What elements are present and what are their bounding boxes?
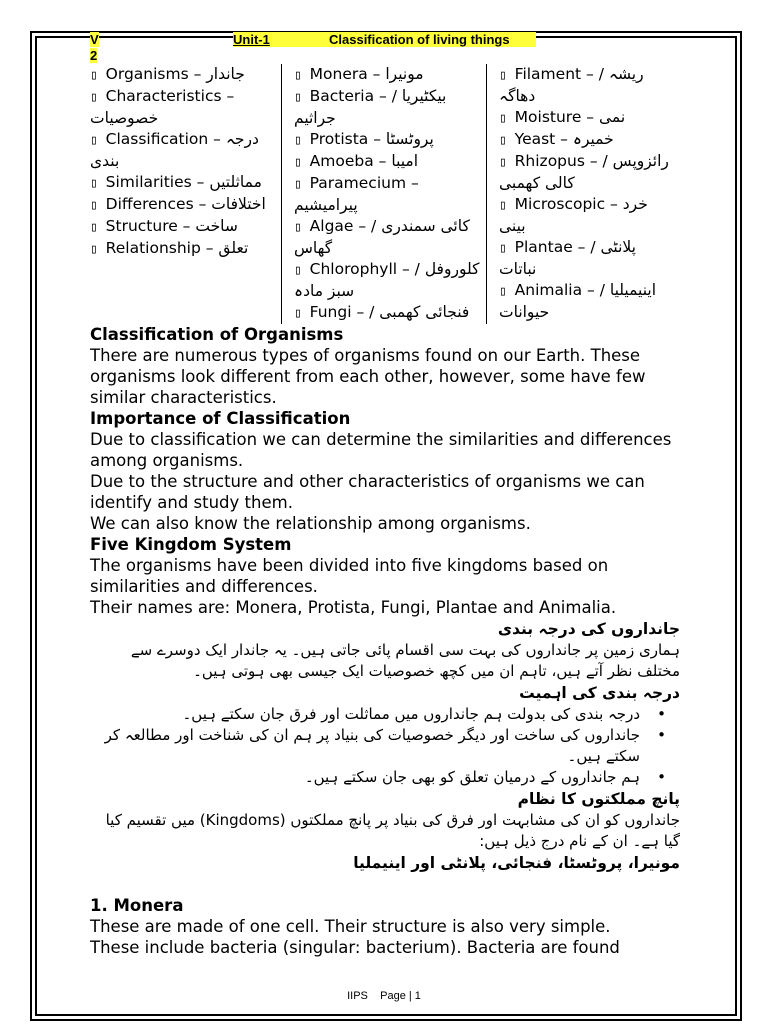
heading-monera: 1. Monera: [90, 896, 184, 915]
missing-glyph-box-icon: ▯: [294, 133, 310, 148]
missing-glyph-box-icon: ▯: [294, 155, 310, 170]
vocabulary-urdu: فنجائی کھمبی: [379, 303, 470, 321]
vocabulary-urdu: امیبا: [391, 152, 419, 170]
unit-title: [233, 32, 536, 47]
missing-glyph-box-icon: ▯: [294, 306, 310, 321]
vocabulary-entry: [499, 280, 676, 323]
vocabulary-entry: [294, 302, 482, 324]
vocabulary-english: Moisture –: [514, 108, 595, 126]
vocabulary-urdu: اختلافات: [211, 195, 266, 213]
vocabulary-english: Bacteria – /: [309, 87, 397, 105]
missing-glyph-box-icon: ▯: [499, 284, 515, 299]
urdu-heading-five-kingdom: پانچ مملکتوں کا نظام: [517, 790, 680, 808]
paragraph-five-kingdom-2: Their names are: Monera, Protista, Fungi, Plantae and Animalia.: [90, 598, 617, 617]
missing-glyph-box-icon: ▯: [499, 241, 515, 256]
vocabulary-urdu: بیکٹیریا جراثیم: [294, 87, 447, 127]
vocabulary-entry: [90, 172, 277, 194]
vocabulary-entry: [294, 151, 482, 173]
vocabulary-urdu: نمی: [598, 108, 626, 126]
vocabulary-urdu: خمیرہ: [572, 130, 614, 148]
missing-glyph-box-icon: ▯: [499, 133, 515, 148]
vocabulary-urdu: پروٹسٹا: [385, 130, 434, 148]
missing-glyph-box-icon: ▯: [499, 198, 515, 213]
vocabulary-english: Rhizopus –: [514, 152, 598, 170]
vocabulary-entry: [499, 107, 676, 129]
missing-glyph-box-icon: ▯: [90, 68, 106, 83]
urdu-bullet-item: • جانداروں کی ساخت اور دیگر خصوصیات کی بنیاد پر ہم ان کی شناخت اور مطالعہ کر سکتے ہیں۔: [90, 725, 640, 767]
missing-glyph-box-icon: ▯: [90, 198, 106, 213]
document-content: [90, 30, 680, 958]
footer-org: IIPS: [347, 990, 368, 1002]
vocabulary-entry: [90, 64, 277, 86]
vocabulary-english: Yeast –: [514, 130, 568, 148]
vocabulary-english: Organisms –: [105, 65, 202, 83]
vocabulary-entry: [90, 194, 277, 216]
vocabulary-entry: [499, 129, 676, 151]
vocabulary-english: Paramecium –: [309, 174, 419, 192]
vocabulary-entry: [294, 259, 482, 302]
vocabulary-entry: [499, 237, 676, 280]
urdu-heading-importance: درجہ بندی کی اہمیت: [519, 684, 680, 702]
missing-glyph-box-icon: ▯: [294, 68, 310, 83]
missing-glyph-box-icon: ▯: [90, 242, 106, 257]
vocabulary-urdu: اینیمیلیا / حیوانات: [499, 281, 657, 321]
missing-glyph-box-icon: ▯: [90, 176, 106, 191]
vocabulary-entry: [499, 194, 676, 237]
version-number: 2: [90, 48, 98, 63]
vocabulary-english: Animalia –: [514, 281, 595, 299]
vocabulary-english: Fungi – /: [309, 303, 375, 321]
missing-glyph-box-icon: ▯: [294, 263, 310, 278]
vocabulary-entry: [294, 129, 482, 151]
paragraph-importance-1: Due to classification we can determine the similarities and differences among organisms.: [90, 430, 672, 470]
vocabulary-urdu: مماثلتیں: [209, 173, 262, 191]
vocabulary-urdu: کائی سمندری گھاس: [294, 217, 470, 257]
vocabulary-english: Filament – /: [514, 65, 604, 83]
vocabulary-urdu: پلانٹی نباتات: [499, 238, 636, 278]
urdu-bullet-item: • درجہ بندی کی بدولت ہم جانداروں میں مماثلت اور فرق جان سکتے ہیں۔: [90, 704, 640, 725]
vocabulary-entry: [90, 216, 277, 238]
blank-line: [90, 874, 680, 895]
vocabulary-entry: [294, 64, 482, 86]
missing-glyph-box-icon: ▯: [294, 177, 310, 192]
vocabulary-entry: [90, 129, 277, 172]
paragraph-importance-2: Due to the structure and other characteristics of organisms we can identify and study them.: [90, 472, 645, 512]
vocabulary-urdu: رائزوپس / کالی کھمبی: [499, 152, 669, 192]
vocabulary-english: Plantae – /: [514, 238, 596, 256]
missing-glyph-box-icon: ▯: [499, 111, 515, 126]
vocabulary-english: Characteristics –: [105, 87, 235, 105]
vocabulary-urdu: درجہ بندی: [90, 130, 259, 170]
urdu-bullet-list: [90, 704, 680, 788]
vocabulary-table: [90, 64, 680, 324]
urdu-paragraph-five-kingdom: جانداروں کو ان کی مشابہت اور فرق کی بنیاد پر پانچ مملکتوں (Kingdoms) میں تقسیم کیا گیا ہے۔ ان کے نام درج ذیل ہیں:: [105, 811, 680, 850]
vocabulary-urdu: جاندار: [206, 65, 245, 83]
vocabulary-urdu: کلوروفل / سبز مادہ: [294, 260, 480, 300]
vocabulary-entry: [90, 86, 277, 129]
missing-glyph-box-icon: ▯: [499, 68, 515, 83]
vocabulary-english: Algae – /: [309, 217, 377, 235]
urdu-kingdom-names: مونیرا، پروٹسٹا، فنجائی، پلانٹی اور اینیملیا: [353, 854, 680, 872]
vocabulary-english: Monera –: [309, 65, 381, 83]
missing-glyph-box-icon: ▯: [294, 90, 310, 105]
vocabulary-urdu: ریشہ دھاگہ: [499, 65, 644, 105]
vocabulary-entry: [499, 64, 676, 107]
missing-glyph-box-icon: ▯: [499, 155, 515, 170]
vocabulary-english: Relationship –: [105, 239, 214, 257]
vocabulary-english: Chlorophyll –: [309, 260, 410, 278]
paragraph-importance-3: We can also know the relationship among organisms.: [90, 514, 531, 533]
vocabulary-entry: [90, 238, 277, 260]
missing-glyph-box-icon: ▯: [90, 90, 106, 105]
vocabulary-english: Differences –: [105, 195, 207, 213]
unit-topic: Classification of living things: [329, 32, 510, 47]
urdu-paragraph-classification: ہماری زمین پر جانداروں کی بہت سی اقسام پائی جاتی ہیں۔ یہ جاندار ایک دوسرے سے مختلف نظر آتے ہیں، تاہم ان میں کچھ خصوصیات ایک جیسی بھی ہوتی ہیں۔: [130, 641, 680, 680]
urdu-bullet-item: • ہم جانداروں کے درمیان تعلق کو بھی جان سکتے ہیں۔: [90, 767, 640, 788]
footer-page-number: Page | 1: [380, 990, 421, 1002]
heading-five-kingdom: Five Kingdom System: [90, 535, 292, 554]
version-label: V: [90, 32, 99, 47]
paragraph-classification: There are numerous types of organisms found on our Earth. These organisms look different from each other, however, some have few similar characteristics.: [90, 346, 646, 407]
vocabulary-urdu: خصوصیات: [90, 109, 159, 127]
vocabulary-entry: [499, 151, 676, 194]
vocabulary-entry: [294, 173, 482, 216]
heading-classification: Classification of Organisms: [90, 325, 344, 344]
urdu-heading-classification: جانداروں کی درجہ بندی: [497, 620, 680, 638]
vocabulary-urdu: پیرامیشیم: [294, 196, 358, 214]
page-footer: [0, 990, 768, 1002]
vocabulary-english: Amoeba –: [309, 152, 387, 170]
vocabulary-urdu: مونیرا: [385, 65, 424, 83]
vocabulary-entry: [294, 216, 482, 259]
missing-glyph-box-icon: ▯: [90, 220, 106, 235]
paragraph-monera-1: These are made of one cell. Their structure is also very simple.: [90, 917, 611, 936]
vocabulary-column-1: [90, 64, 282, 324]
vocabulary-english: Similarities –: [105, 173, 205, 191]
vocabulary-english: Protista –: [309, 130, 381, 148]
unit-number: Unit-1: [233, 32, 270, 47]
vocabulary-column-2: [282, 64, 487, 324]
vocabulary-urdu: خرد بینی: [499, 195, 648, 235]
missing-glyph-box-icon: ▯: [90, 133, 106, 148]
vocabulary-english: Classification –: [105, 130, 221, 148]
missing-glyph-box-icon: ▯: [294, 220, 310, 235]
vocabulary-english: Microscopic –: [514, 195, 618, 213]
vocabulary-urdu: ساخت: [195, 217, 238, 235]
paragraph-five-kingdom-1: The organisms have been divided into five kingdoms based on similarities and differences.: [90, 556, 609, 596]
vocabulary-column-3: [487, 64, 680, 324]
vocabulary-english: Structure –: [105, 217, 191, 235]
vocabulary-entry: [294, 86, 482, 129]
heading-importance: Importance of Classification: [90, 409, 351, 428]
unit-header: [90, 30, 680, 48]
vocabulary-urdu: تعلق: [218, 239, 249, 257]
paragraph-monera-2: These include bacteria (singular: bacterium). Bacteria are found: [90, 938, 620, 957]
